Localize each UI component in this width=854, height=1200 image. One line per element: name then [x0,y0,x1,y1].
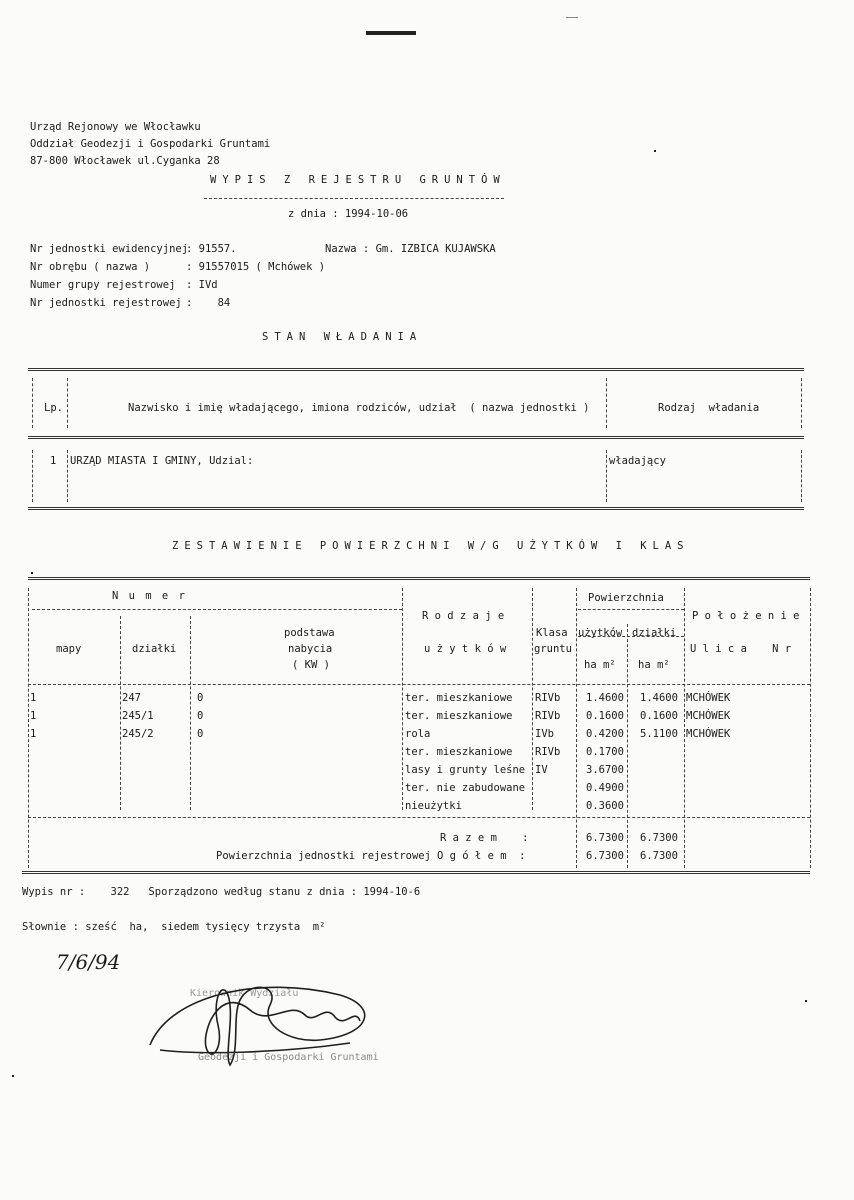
ownership-col-lp: Lp. [44,402,63,414]
col-rule-mapy [120,616,121,810]
col-rule-rodzaje [532,588,533,810]
cell-pow-uz: 0.4900 [586,782,624,794]
ownership-col-rule [67,450,68,502]
unit-label-1: Nr jednostki ewidencyjnej [30,243,189,255]
head-ulica: U l i c a N r [690,643,792,655]
cell-uzytek: nieużytki [405,800,462,812]
cell-uzytek: lasy i grunty leśne [405,764,526,776]
head-podstawa-3: ( KW ) [292,659,330,671]
cell-uzytek: rola [405,728,431,740]
col-rule-dzialki [190,616,191,810]
cell-uzytek: ter. mieszkaniowe [405,746,513,758]
ownership-border-right [801,378,802,428]
ownership-title: STAN WŁADANIA [262,331,423,343]
cell-ulica: MCHÓWEK [686,710,731,722]
cell-pow-uz: 3.6700 [586,764,624,776]
head-podstawa-1: podstawa [284,627,335,639]
cell-podstawa: 0 [197,710,204,722]
ownership-top-rule [28,368,804,371]
cell-pow-dz: 1.4600 [640,692,678,704]
cell-dzialka: 245/2 [122,728,154,740]
head-rodzaje-2: u ż y t k ó w [424,643,507,655]
scan-dot [654,150,656,152]
cell-pow-uz: 0.4200 [586,728,624,740]
header-bottom-rule [28,684,810,685]
cell-dzialka: 247 [122,692,141,704]
cell-podstawa: 0 [197,692,204,704]
scan-mark [566,17,578,18]
table-border-right [810,588,811,868]
razem-uzytkow: 6.7300 [586,832,624,844]
office-line-2: Oddział Geodezji i Gospodarki Gruntami [30,138,271,150]
cell-pow-uz: 1.4600 [586,692,624,704]
head-numer: N u m e r [112,590,187,602]
scan-dot [12,1075,14,1077]
ownership-col-name: Nazwisko i imię władającego, imiona rodziców, udział ( nazwa jednostki ) [128,402,590,414]
col-rule-podstawa [402,588,403,810]
ownership-row-type: władający [609,455,666,467]
unit-label-3: Numer grupy rejestrowej [30,279,176,291]
head-powierzchnia: Powierzchnia [588,592,664,604]
header-rule [32,609,402,610]
cell-klasa: IV [535,764,548,776]
unit-value-1: : 91557. [186,243,237,255]
office-line-1: Urząd Rejonowy we Włocławku [30,121,201,133]
cell-mapa: 1 [30,710,37,722]
cell-klasa: RIVb [535,710,561,722]
cell-mapa: 1 [30,692,37,704]
summary-top-rule [28,577,810,580]
stamp-line-2: Geodezji i Gospodarki Gruntami [198,1052,379,1063]
ownership-border-right [801,450,802,502]
ogolem-label: O g ó ł e m : [437,850,526,862]
cell-uzytek: ter. mieszkaniowe [405,692,513,704]
signature [140,955,400,1075]
cell-ulica: MCHÓWEK [686,692,731,704]
head-podstawa-2: nabycia [288,643,333,655]
cell-klasa: RIVb [535,692,561,704]
ownership-mid-rule [28,436,804,439]
ogolem-dzialki: 6.7300 [640,850,678,862]
table-border-left [28,588,29,868]
cell-uzytek: ter. nie zabudowane [405,782,526,794]
cell-pow-dz: 5.1100 [640,728,678,740]
ownership-col-rule [606,378,607,428]
head-uzytkow: użytków [578,627,623,639]
handwritten-reference: 7/6/94 [56,950,121,974]
unit-label-2: Nr obrębu ( nazwa ) [30,261,151,273]
ownership-col-rule [606,450,607,502]
head-dzialki: działki [132,643,177,655]
head-ha-1: ha m² [584,659,616,671]
totals-top-rule [28,817,810,818]
cell-pow-uz: 0.1600 [586,710,624,722]
office-line-3: 87-800 Włocławek ul.Cyganka 28 [30,155,220,167]
summary-bottom-rule [22,871,810,874]
ownership-col-rule [67,378,68,428]
cell-pow-uz: 0.1700 [586,746,624,758]
cell-uzytek: ter. mieszkaniowe [405,710,513,722]
head-mapy: mapy [56,643,82,655]
unit-label-4: Nr jednostki rejestrowej [30,297,182,309]
ownership-row-lp: 1 [50,455,57,467]
ogolem-uzytkow: 6.7300 [586,850,624,862]
head-rodzaje-1: R o d z a j e [422,610,505,622]
cell-pow-uz: 0.3600 [586,800,624,812]
col-rule-dzialki2 [684,588,685,868]
ownership-border-left [32,378,33,428]
summary-title: ZESTAWIENIE POWIERZCHNI W/G UŻYTKÓW I KLAS [172,540,690,552]
cell-dzialka: 245/1 [122,710,154,722]
cell-klasa: RIVb [535,746,561,758]
header-rule [578,609,684,610]
wypis-line: Wypis nr : 322 Sporządzono według stanu z dnia : 1994-10-6 [22,886,421,898]
unit-value-2: : 91557015 ( Mchówek ) [186,261,326,273]
cell-mapa: 1 [30,728,37,740]
head-klasa-1: Klasa [536,627,568,639]
cell-pow-dz: 0.1600 [640,710,678,722]
document-title: WYPIS Z REJESTRU GRUNTÓW [210,174,506,186]
razem-dzialki: 6.7300 [640,832,678,844]
ownership-bottom-rule [28,507,804,510]
date-line: z dnia : 1994-10-06 [288,208,409,220]
slownie-line: Słownie : sześć ha, siedem tysięcy trzysta m² [22,921,326,933]
head-dzialki-2: działki [632,627,677,639]
scan-dot [805,1000,807,1002]
cell-podstawa: 0 [197,728,204,740]
head-klasa-2: gruntu [534,643,572,655]
ownership-border-left [32,450,33,502]
unit-value-3: : IVd [186,279,218,291]
unit-value-4: : 84 [186,297,231,309]
ownership-col-type: Rodzaj władania [658,402,760,414]
scan-dot [31,572,33,574]
col-rule-klasa [576,588,577,868]
scan-mark [366,31,416,35]
col-rule-uzytkow [627,624,628,868]
stamp-line-1: Kierownik Wydziału [190,988,299,999]
razem-label: R a z e m : [440,832,529,844]
title-underline [204,198,504,199]
cell-ulica: MCHÓWEK [686,728,731,740]
cell-klasa: IVb [535,728,554,740]
total-area-label: Powierzchnia jednostki rejestrowej [216,850,431,862]
head-ha-2: ha m² [638,659,670,671]
head-polozenie: P o ł o ż e n i e [692,610,800,622]
ownership-row-name: URZĄD MIASTA I GMINY, Udzial: [70,455,254,467]
unit-name: Nazwa : Gm. IZBICA KUJAWSKA [325,243,496,255]
